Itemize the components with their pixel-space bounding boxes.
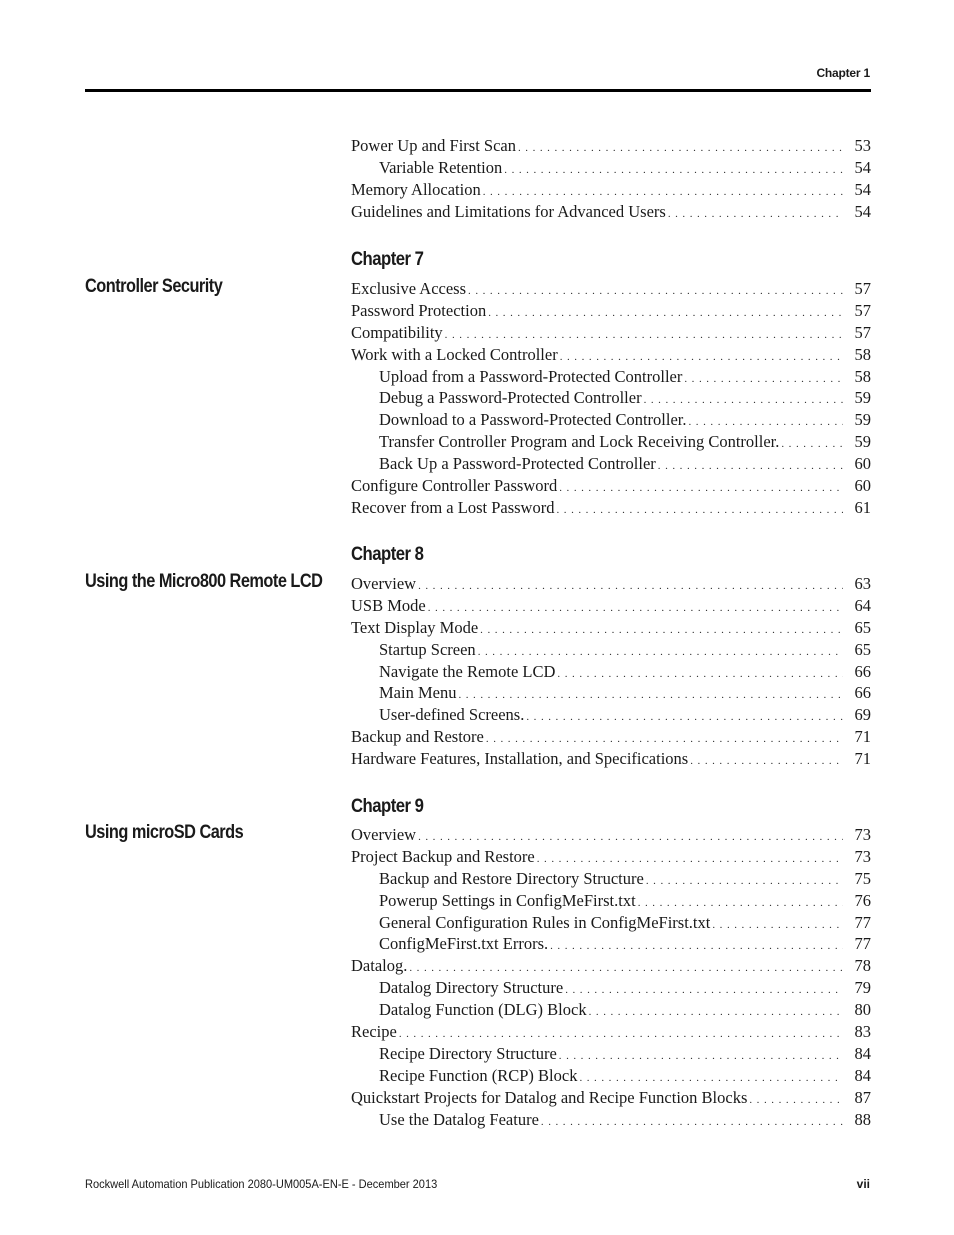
toc-entry-page: 65 [854,617,871,637]
toc-entry-title: Download to a Password-Protected Controller. [379,410,687,430]
toc-entry-title: Variable Retention [379,157,503,177]
toc-entry[interactable] [351,999,871,1021]
section-title-microsd: Using microSD Cards [85,822,244,843]
toc-entry-title: Transfer Controller Program and Lock Receiving Controller. [379,432,780,452]
toc-entry-page: 80 [854,1000,871,1020]
toc-entry-page: 84 [854,1065,871,1085]
toc-entry[interactable] [351,846,871,868]
toc-entry[interactable] [351,977,871,999]
toc-entry-page: 57 [854,300,871,320]
toc-entry[interactable] [351,748,871,770]
toc-entry-title: Datalog Directory Structure [379,978,564,998]
toc-entry-title: Recipe Function (RCP) Block [379,1065,578,1085]
toc-entry-page: 53 [854,136,871,155]
toc-entry-page: 78 [854,956,871,976]
chapter-9-toc-list [351,824,871,1130]
toc-entry-title: Recipe [351,1022,397,1042]
toc-entry-title: Navigate the Remote LCD [379,661,556,681]
toc-dot-leader [541,1109,843,1134]
toc-entry-title: Datalog Function (DLG) Block [379,1000,587,1020]
toc-entry-title: Recipe Directory Structure [379,1043,557,1063]
toc-entry-title: General Configuration Rules in ConfigMeFirst.txt [379,912,711,932]
toc-entry-title: USB Mode [351,595,426,615]
toc-entry-page: 54 [854,157,871,177]
toc-entry-title: Exclusive Access [351,279,467,298]
toc-entry-title: Project Backup and Restore [351,846,535,866]
toc-entry[interactable] [351,322,871,344]
intro-toc-list [351,135,871,223]
toc-entry-page: 60 [854,476,871,496]
toc-entry[interactable] [351,573,871,595]
toc-entry-page: 71 [854,727,871,747]
toc-entry-page: 79 [854,978,871,998]
toc-entry[interactable] [351,639,871,661]
toc-entry[interactable] [351,933,871,955]
toc-entry[interactable] [351,179,871,201]
chapter-7-label: Chapter 7 [351,249,424,270]
toc-entry-page: 71 [854,749,871,769]
toc-entry-title: Overview [351,574,417,593]
header-rule [85,89,871,92]
toc-entry-title: Text Display Mode [351,617,479,637]
toc-entry-title: Overview [351,825,417,844]
toc-entry[interactable] [351,453,871,475]
footer-publication: Rockwell Automation Publication 2080-UM005A-EN-E - December 2013 [85,1177,438,1191]
toc-entry[interactable] [351,497,871,519]
toc-entry-title: Hardware Features, Installation, and Specifications [351,749,689,769]
toc-entry-page: 61 [854,497,871,517]
toc-entry[interactable] [351,135,871,157]
toc-entry[interactable] [351,617,871,639]
toc-entry-page: 59 [854,410,871,430]
toc-entry-page: 57 [854,322,871,342]
toc-entry-page: 54 [854,179,871,199]
toc-entry-page: 87 [854,1087,871,1107]
toc-entry[interactable] [351,157,871,179]
toc-entry-page: 65 [854,639,871,659]
section-title-controller-security: Controller Security [85,276,223,297]
header-chapter-label: Chapter 1 [816,66,870,80]
toc-entry-title: Password Protection [351,300,487,320]
toc-entry-title: Backup and Restore [351,727,484,747]
toc-entry-title: User-defined Screens. [379,705,525,725]
toc-entry-title: Configure Controller Password [351,476,558,496]
toc-entry-page: 77 [854,912,871,932]
toc-entry-title: Startup Screen [379,639,476,659]
chapter-7-toc-list [351,278,871,519]
toc-entry[interactable] [351,704,871,726]
toc-entry-title: Memory Allocation [351,179,481,199]
toc-entry[interactable] [351,409,871,431]
toc-entry[interactable] [351,1021,871,1043]
toc-entry-page: 59 [854,388,871,408]
toc-entry-page: 57 [854,279,871,298]
toc-entry-page: 60 [854,454,871,474]
toc-entry[interactable] [351,431,871,453]
toc-entry[interactable] [351,278,871,300]
toc-entry-page: 59 [854,432,871,452]
toc-entry-page: 63 [854,574,871,593]
toc-entry-title: Datalog. [351,956,408,976]
toc-entry-title: Main Menu [379,683,457,703]
chapter-8-toc-list [351,573,871,770]
toc-entry-page: 69 [854,705,871,725]
toc-entry-page: 66 [854,661,871,681]
toc-entry[interactable] [351,661,871,683]
toc-entry-page: 54 [854,201,871,221]
toc-entry-page: 58 [854,344,871,364]
toc-dot-leader [668,201,843,226]
toc-entry[interactable] [351,1043,871,1065]
toc-entry-page: 73 [854,846,871,866]
toc-entry-title: Debug a Password-Protected Controller [379,388,642,408]
toc-entry[interactable] [351,366,871,388]
footer-page-number: vii [856,1177,870,1191]
toc-entry[interactable] [351,201,871,223]
toc-entry-title: Compatibility [351,322,443,342]
toc-entry[interactable] [351,387,871,409]
toc-entry-page: 58 [854,366,871,386]
toc-entry[interactable] [351,1065,871,1087]
section-title-remote-lcd: Using the Micro800 Remote LCD [85,571,323,592]
toc-dot-leader [556,497,843,522]
toc-entry[interactable] [351,912,871,934]
toc-entry-title: Powerup Settings in ConfigMeFirst.txt [379,890,636,910]
toc-entry-page: 75 [854,868,871,888]
toc-entry[interactable] [351,868,871,890]
toc-entry[interactable] [351,1109,871,1131]
toc-entry-page: 88 [854,1109,871,1129]
toc-entry-title: Work with a Locked Controller [351,344,558,364]
toc-entry[interactable] [351,344,871,366]
toc-entry-title: Upload from a Password-Protected Controller [379,366,683,386]
toc-entry[interactable] [351,824,871,846]
toc-entry-page: 84 [854,1043,871,1063]
toc-entry-title: Power Up and First Scan [351,136,516,155]
toc-entry-title: Guidelines and Limitations for Advanced Users [351,201,666,221]
toc-entry-page: 76 [854,890,871,910]
toc-entry[interactable] [351,595,871,617]
toc-entry[interactable] [351,726,871,748]
chapter-9-label: Chapter 9 [351,796,424,817]
toc-dot-leader [690,748,843,773]
toc-entry-page: 83 [854,1022,871,1042]
toc-entry[interactable] [351,890,871,912]
chapter-8-label: Chapter 8 [351,544,424,565]
toc-entry-page: 73 [854,825,871,844]
toc-entry[interactable] [351,955,871,977]
toc-entry-title: Use the Datalog Feature [379,1109,539,1129]
toc-entry-page: 66 [854,683,871,703]
toc-entry-title: Backup and Restore Directory Structure [379,868,644,888]
toc-entry[interactable] [351,475,871,497]
toc-entry-title: Recover from a Lost Password [351,497,555,517]
toc-entry[interactable] [351,682,871,704]
toc-entry-title: Quickstart Projects for Datalog and Recipe Function Blocks [351,1087,748,1107]
toc-entry[interactable] [351,300,871,322]
toc-entry-page: 77 [854,934,871,954]
toc-entry-page: 64 [854,595,871,615]
toc-entry-title: Back Up a Password-Protected Controller [379,454,656,474]
toc-entry[interactable] [351,1087,871,1109]
toc-entry-title: ConfigMeFirst.txt Errors. [379,934,549,954]
